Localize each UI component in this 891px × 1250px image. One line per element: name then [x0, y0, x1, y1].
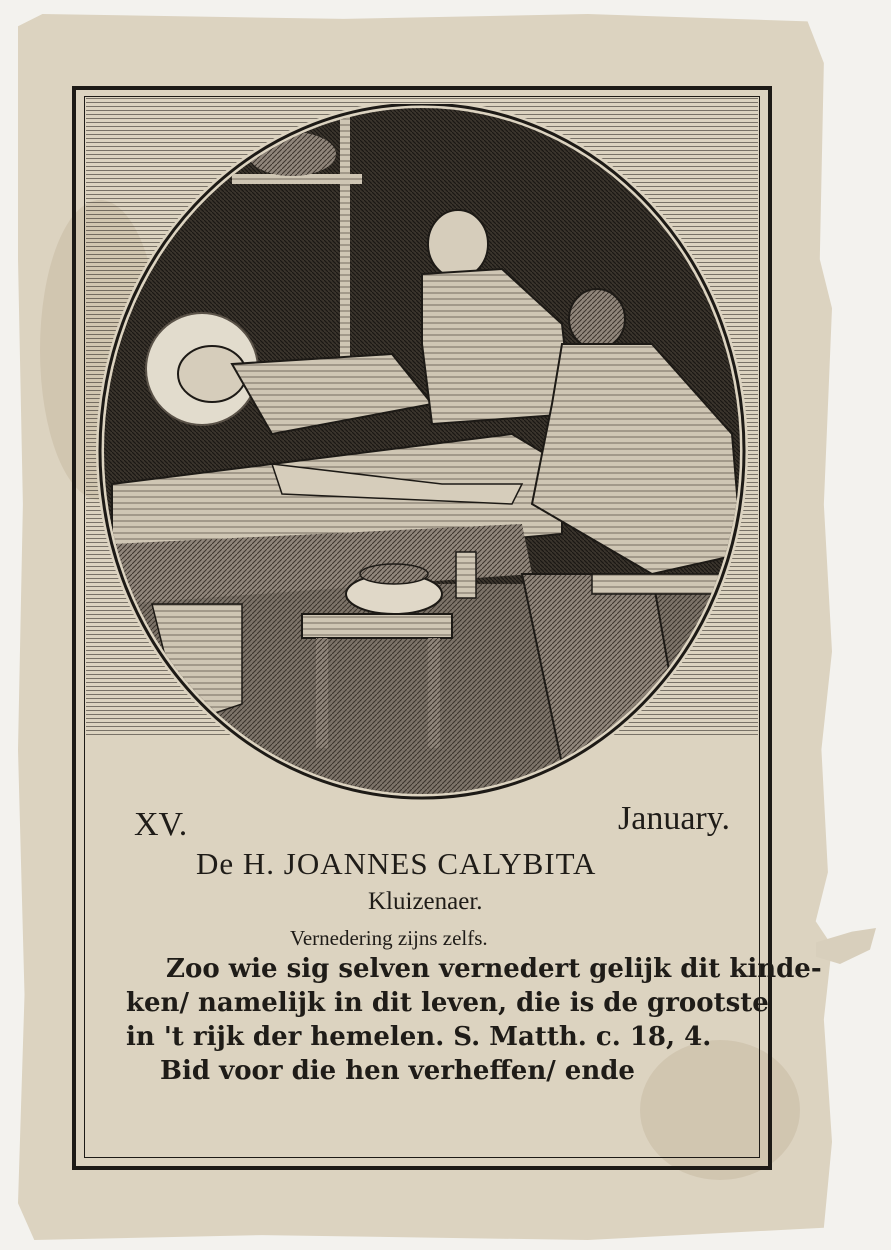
saint-role: Kluizenaer. [368, 888, 483, 915]
verse-line: Bid voor die hen verheffen/ ende [160, 1056, 635, 1086]
torn-paper-fragment [816, 928, 876, 964]
engraving-medallion [92, 104, 752, 804]
virtue-theme: Vernedering zijns zelfs. [290, 926, 488, 950]
verse-line: ken/ namelijk in dit leven, die is de grootste [126, 988, 769, 1018]
verse-line: in 't rijk der hemelen. S. Matth. c. 18, 4. [126, 1022, 712, 1052]
verse-line: Zoo wie sig selven vernedert gelijk dit kinde- [166, 954, 822, 984]
month-label: January. [618, 800, 731, 837]
saint-name: De H. JOANNES CALYBITA [196, 846, 597, 881]
day-number: XV. [134, 806, 188, 843]
